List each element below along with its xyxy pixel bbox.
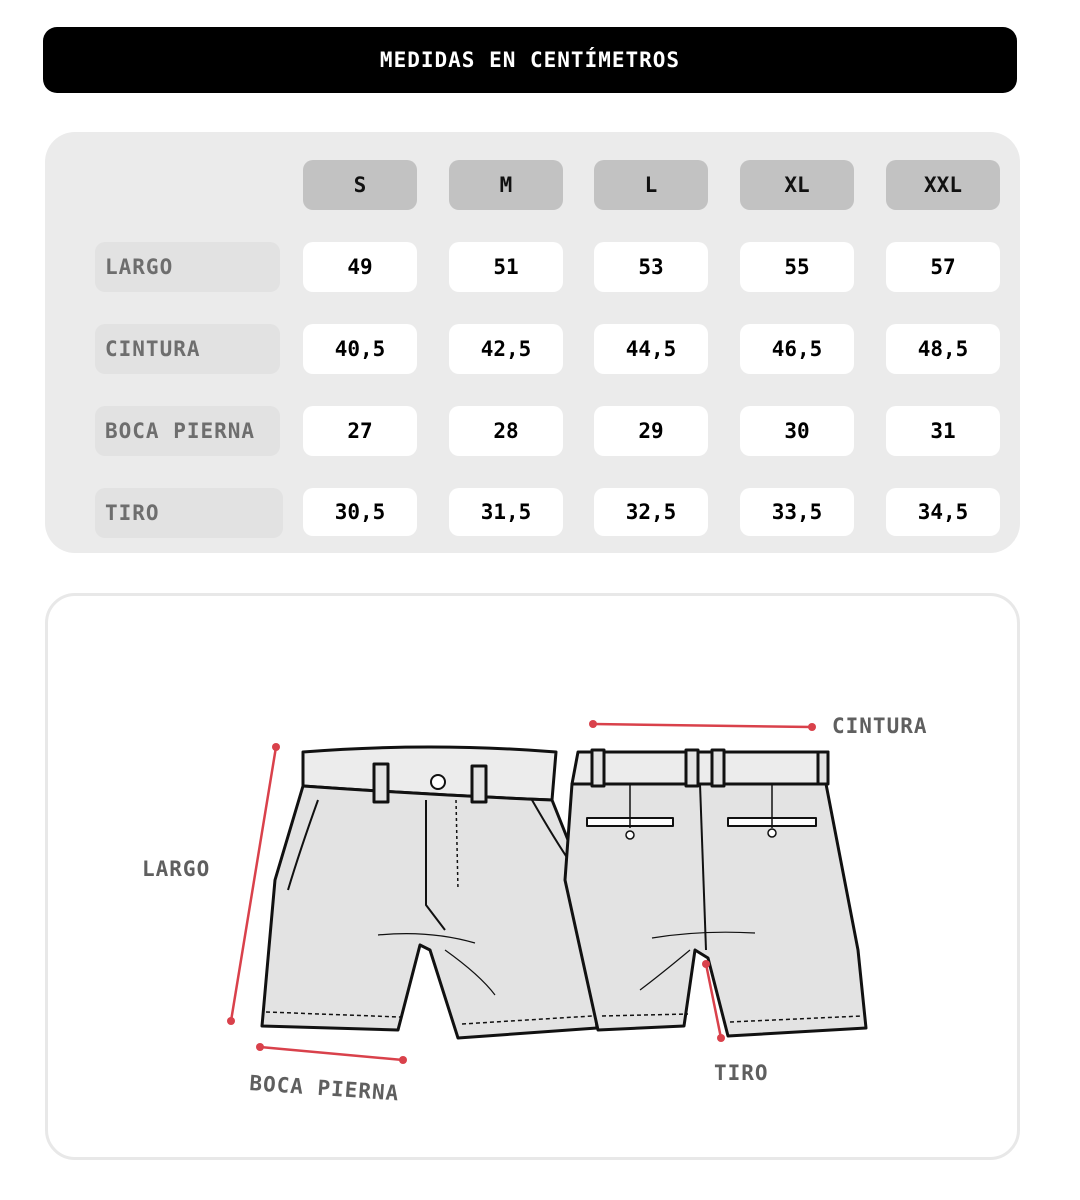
value-cell: 34,5 <box>886 488 1000 536</box>
value-cell: 44,5 <box>594 324 708 374</box>
value-cell: 31 <box>886 406 1000 456</box>
value-cell: 29 <box>594 406 708 456</box>
value-cell: 30,5 <box>303 488 417 536</box>
row-label-boca-pierna: BOCA PIERNA <box>95 406 280 456</box>
shorts-back-icon <box>565 750 866 1036</box>
value-cell: 53 <box>594 242 708 292</box>
row-label-cintura: CINTURA <box>95 324 280 374</box>
label-cintura: CINTURA <box>832 714 928 738</box>
value-cell: 33,5 <box>740 488 854 536</box>
size-header-xl: XL <box>740 160 854 210</box>
value-cell: 57 <box>886 242 1000 292</box>
value-cell: 27 <box>303 406 417 456</box>
boca-pierna-line <box>256 1043 407 1064</box>
page-title: MEDIDAS EN CENTÍMETROS <box>379 48 681 72</box>
size-header-m: M <box>449 160 563 210</box>
size-header-xxl: XXL <box>886 160 1000 210</box>
value-cell: 46,5 <box>740 324 854 374</box>
value-cell: 28 <box>449 406 563 456</box>
cintura-line <box>589 720 816 731</box>
value-cell: 48,5 <box>886 324 1000 374</box>
row-label-tiro: TIRO <box>95 488 283 538</box>
value-cell: 42,5 <box>449 324 563 374</box>
size-header-s: S <box>303 160 417 210</box>
label-boca-pierna: BOCA PIERNA <box>248 1071 401 1106</box>
value-cell: 31,5 <box>449 488 563 536</box>
value-cell: 30 <box>740 406 854 456</box>
size-header-l: L <box>594 160 708 210</box>
value-cell: 49 <box>303 242 417 292</box>
label-tiro: TIRO <box>714 1061 769 1085</box>
shorts-front-icon <box>262 747 597 1038</box>
row-label-largo: LARGO <box>95 242 280 292</box>
value-cell: 32,5 <box>594 488 708 536</box>
label-largo: LARGO <box>142 857 211 881</box>
value-cell: 55 <box>740 242 854 292</box>
value-cell: 40,5 <box>303 324 417 374</box>
value-cell: 51 <box>449 242 563 292</box>
